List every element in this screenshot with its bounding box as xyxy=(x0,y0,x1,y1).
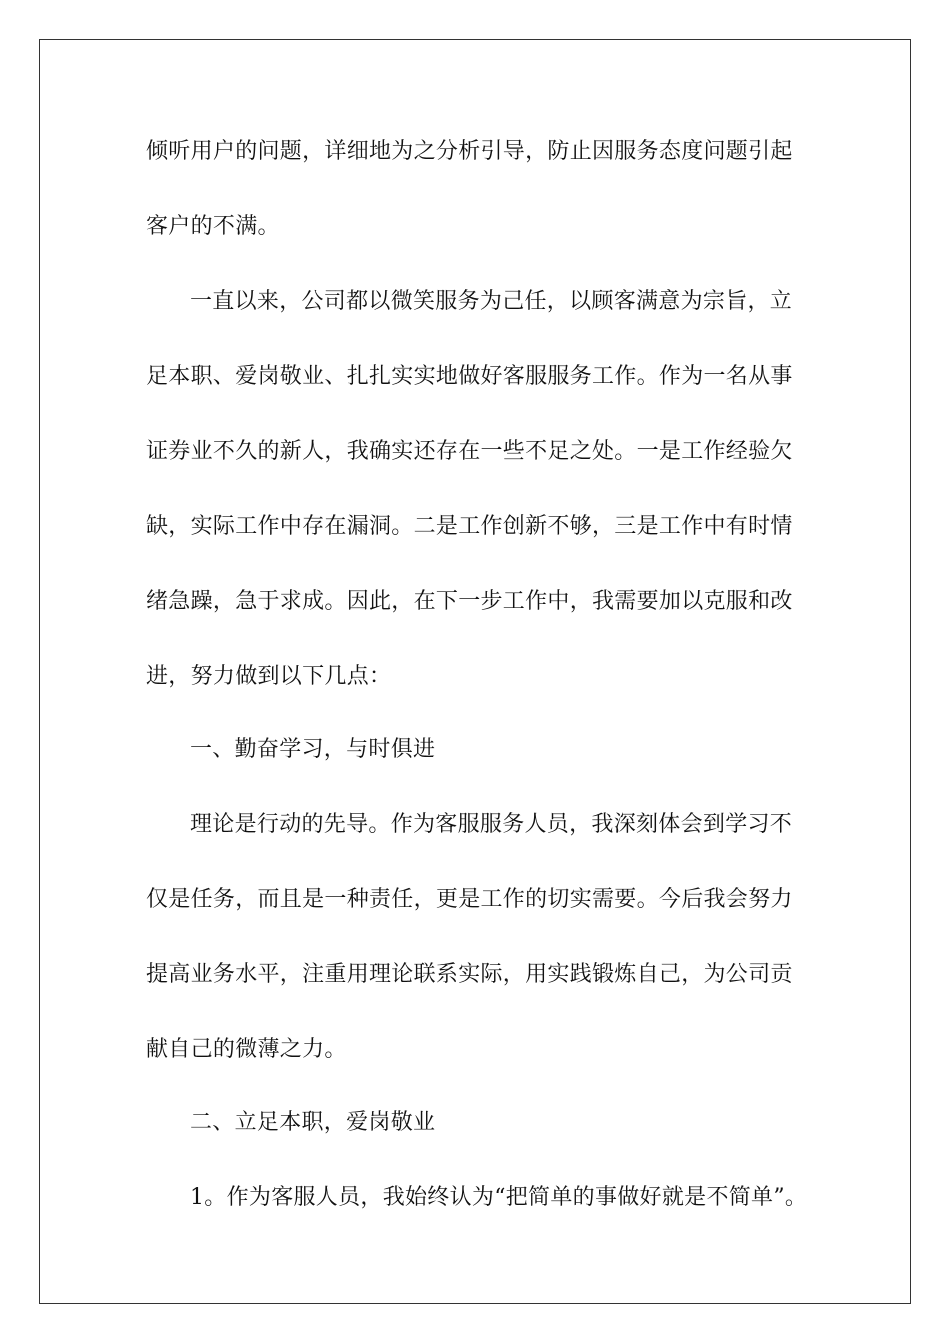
text-line: 倾听用户的问题，详细地为之分析引导，防止因服务态度问题引起 xyxy=(146,139,793,164)
text-line: 证券业不久的新人，我确实还存在一些不足之处。一是工作经验欠 xyxy=(146,439,793,464)
text-line: 仅是任务，而且是一种责任，更是工作的切实需要。今后我会努力 xyxy=(146,887,793,912)
paragraph-start-line: 一直以来，公司都以微笑服务为己任，以顾客满意为宗旨，立 xyxy=(190,289,793,314)
section-heading-1: 一、勤奋学习，与时俱进 xyxy=(190,737,436,762)
text-line: 绪急躁，急于求成。因此，在下一步工作中，我需要加以克服和改 xyxy=(146,589,793,614)
text-line: 缺，实际工作中存在漏洞。二是工作创新不够，三是工作中有时情 xyxy=(146,514,793,539)
list-item-1: 1。作为客服人员，我始终认为“把简单的事做好就是不简单”。 xyxy=(190,1185,808,1210)
text-line: 提高业务水平，注重用理论联系实际，用实践锻炼自己，为公司贡 xyxy=(146,962,793,987)
text-line: 客户的不满。 xyxy=(146,214,280,239)
section-heading-2: 二、立足本职，爱岗敬业 xyxy=(190,1110,436,1135)
text-line: 足本职、爱岗敬业、扎扎实实地做好客服服务工作。作为一名从事 xyxy=(146,364,793,389)
text-line: 进，努力做到以下几点： xyxy=(146,664,392,689)
text-line: 献自己的微薄之力。 xyxy=(146,1037,347,1062)
paragraph-start-line: 理论是行动的先导。作为客服服务人员，我深刻体会到学习不 xyxy=(190,812,793,837)
